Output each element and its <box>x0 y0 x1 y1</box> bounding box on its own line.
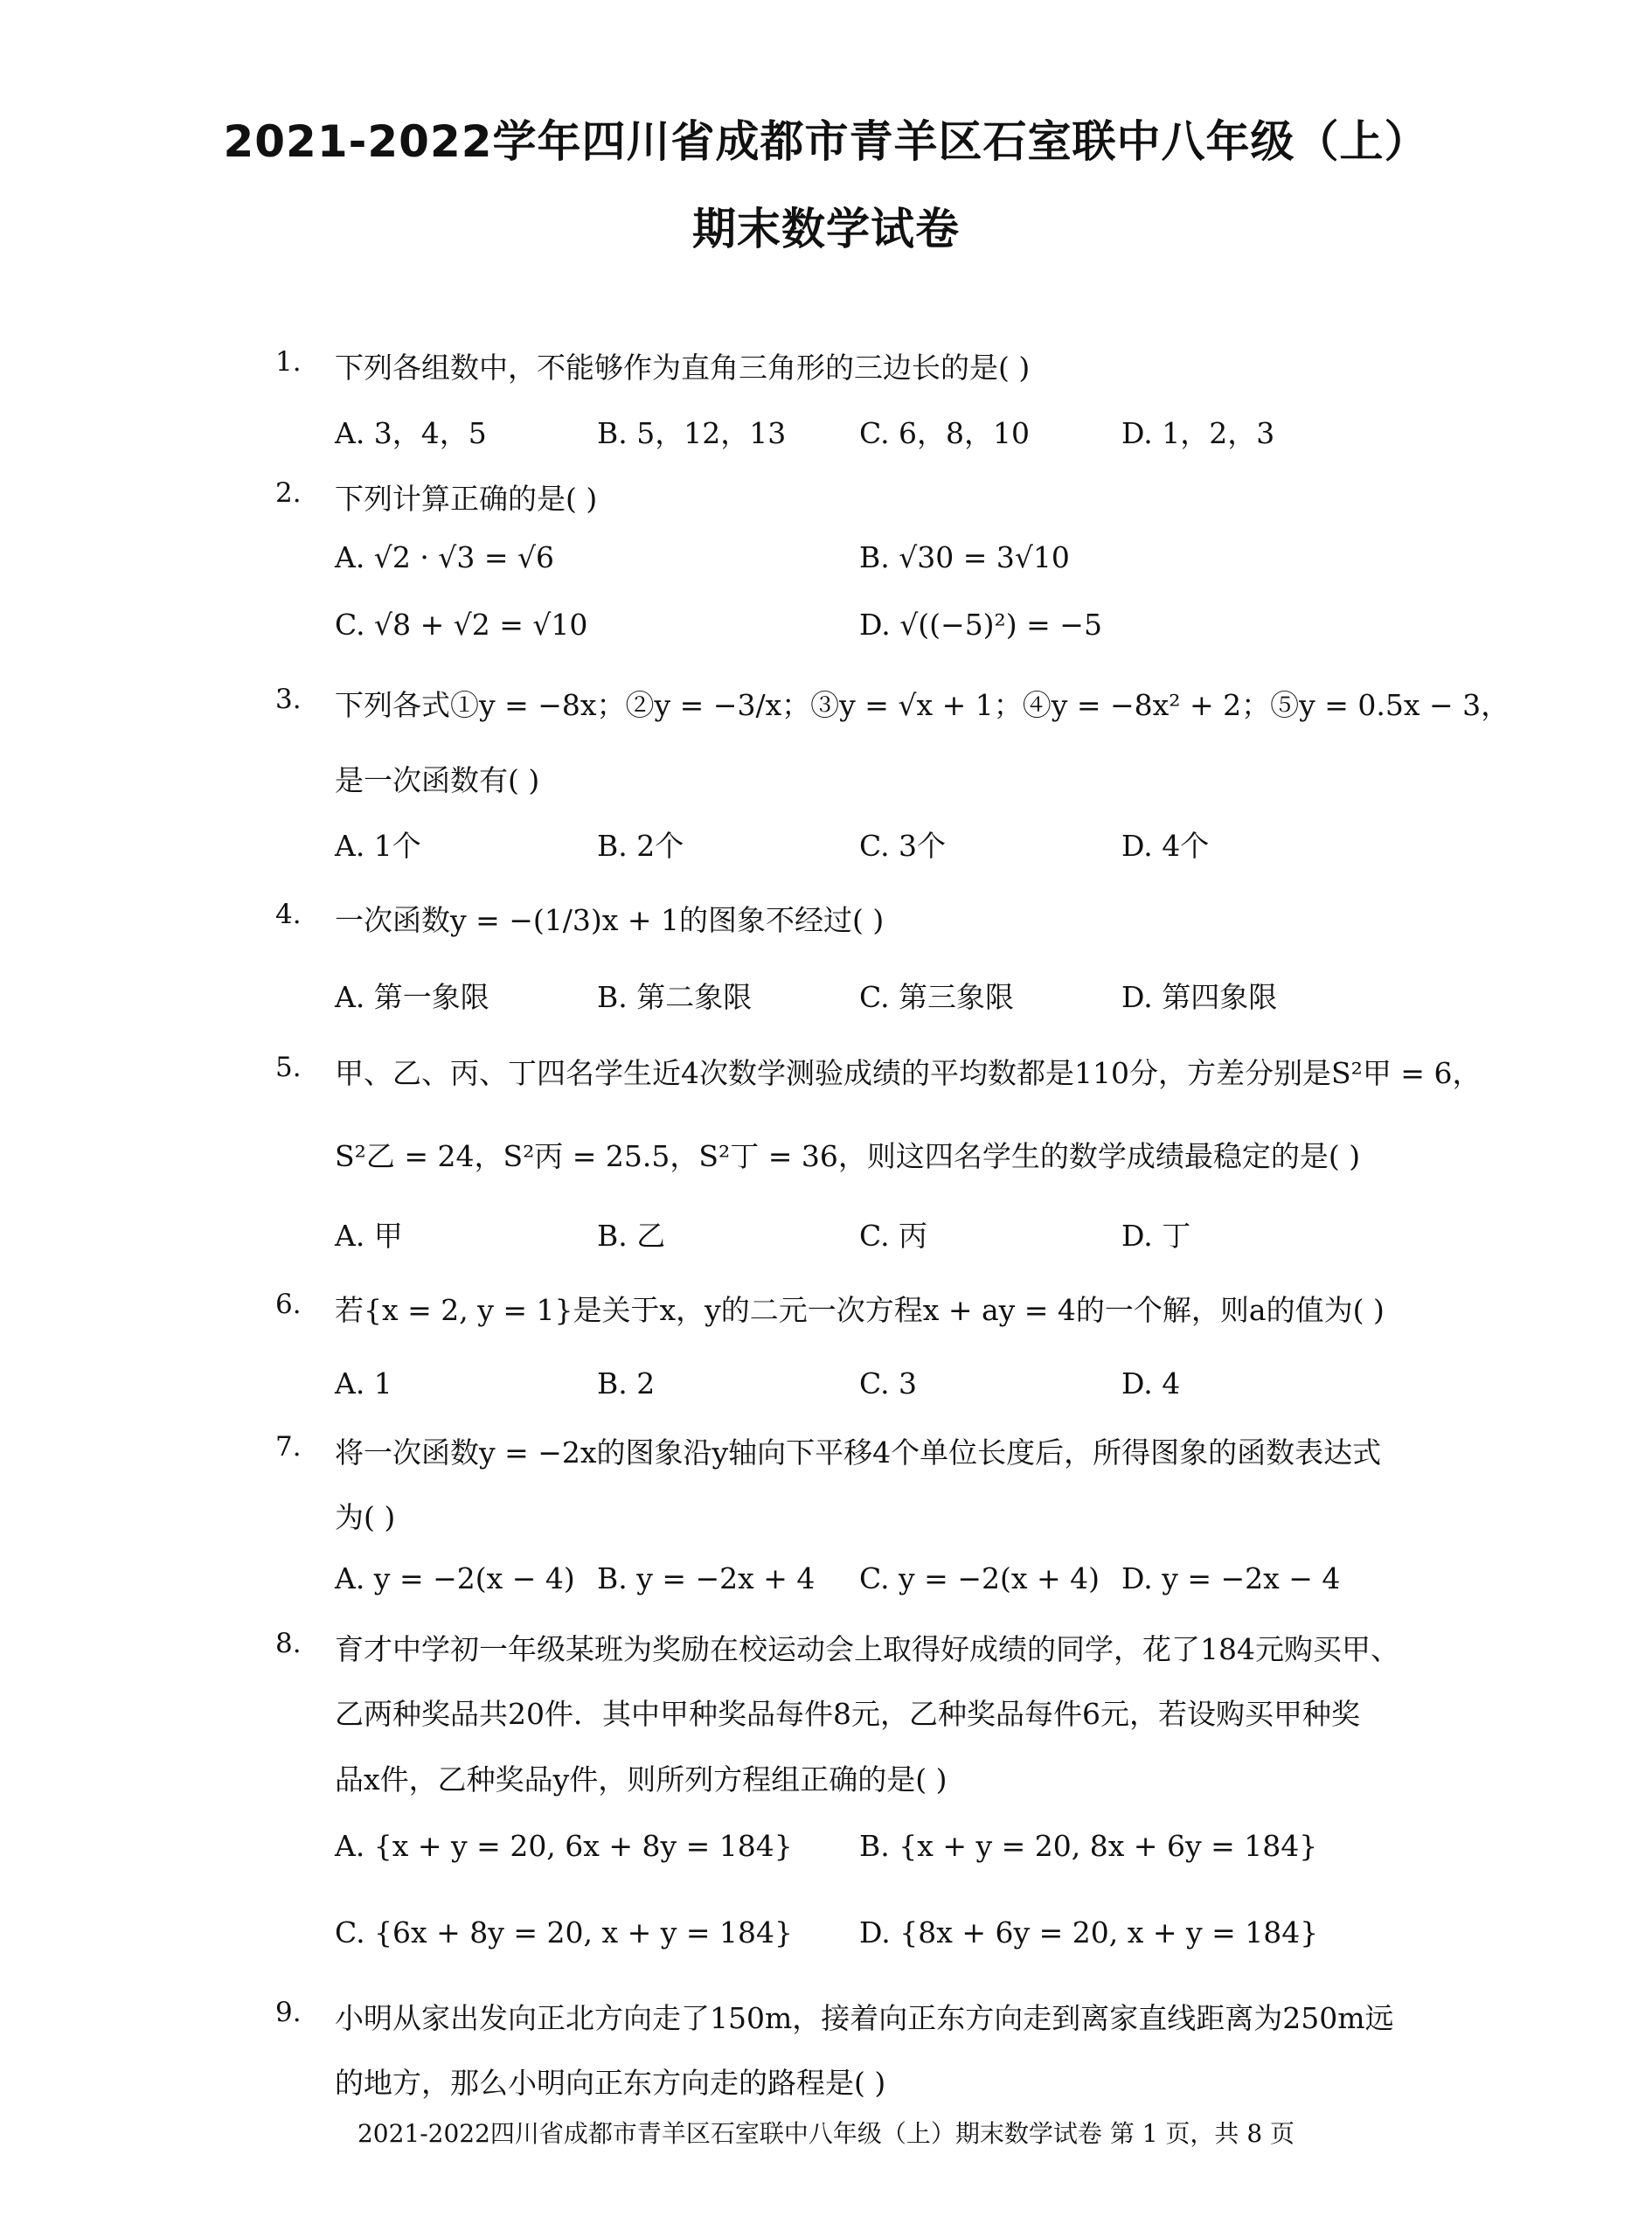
question-3-text-line-1: 下列各式①y = −8x；②y = −3/x；③y = √x + 1；④y = −8x² + 2；⑤y = 0.5x − 3， <box>335 688 1510 722</box>
question-4-option-b: B. 第二象限 <box>597 980 753 1014</box>
question-5-option-c: C. 丙 <box>859 1219 928 1253</box>
page-title: 2021-2022学年四川省成都市青羊区石室联中八年级（上） <box>223 116 1429 167</box>
question-6-option-a: A. 1 <box>335 1366 392 1400</box>
question-7-option-c: C. y = −2(x + 4) <box>859 1561 1100 1595</box>
question-8-number: 8. <box>275 1628 302 1659</box>
question-8-option-c: C. {6x + 8y = 20, x + y = 184} <box>335 1915 794 1950</box>
question-2-option-c: C. √8 + √2 = √10 <box>335 608 588 642</box>
question-9-text-line-1: 小明从家出发向正北方向走了150m，接着向正东方向走到离家直线距离为250m远 <box>335 2001 1394 2035</box>
question-1-option-c: C. 6，8，10 <box>859 416 1031 450</box>
question-2-option-a: A. √2 · √3 = √6 <box>335 540 554 574</box>
question-6-option-b: B. 2 <box>597 1366 656 1400</box>
question-7-number: 7. <box>275 1431 302 1463</box>
question-6-option-c: C. 3 <box>859 1366 918 1400</box>
question-5-option-d: D. 丁 <box>1121 1219 1191 1253</box>
question-7-option-a: A. y = −2(x − 4) <box>335 1561 575 1595</box>
question-8-option-a: A. {x + y = 20, 6x + 8y = 184} <box>335 1829 793 1863</box>
question-2-number: 2. <box>275 477 302 509</box>
question-4-option-d: D. 第四象限 <box>1121 980 1278 1014</box>
question-1-number: 1. <box>275 346 302 378</box>
question-5-option-b: B. 乙 <box>597 1219 666 1253</box>
question-3-option-a: A. 1个 <box>335 829 421 863</box>
question-3-option-b: B. 2个 <box>597 829 684 863</box>
question-4-number: 4. <box>275 899 302 930</box>
question-9-number: 9. <box>275 1997 302 2028</box>
question-4-text: 一次函数y = −(1/3)x + 1的图象不经过( ) <box>335 903 885 937</box>
question-2-option-b: B. √30 = 3√10 <box>859 540 1070 574</box>
question-8-option-d: D. {8x + 6y = 20, x + y = 184} <box>859 1915 1319 1950</box>
page-subtitle: 期末数学试卷 <box>692 204 960 254</box>
question-1-text: 下列各组数中，不能够作为直角三角形的三边长的是( ) <box>335 351 1031 385</box>
question-8-text-line-3: 品x件，乙种奖品y件，则所列方程组正确的是( ) <box>335 1762 947 1797</box>
question-3-number: 3. <box>275 684 302 715</box>
question-6-option-d: D. 4 <box>1121 1366 1181 1400</box>
question-3-option-c: C. 3个 <box>859 829 947 863</box>
question-6-text: 若{x = 2, y = 1}是关于x，y的二元一次方程x + ay = 4的一个解，则a的值为( ) <box>335 1293 1385 1327</box>
question-2-option-d: D. √((−5)²) = −5 <box>859 608 1102 642</box>
question-6-number: 6. <box>275 1289 302 1320</box>
question-7-text-line-2: 为( ) <box>335 1500 396 1534</box>
question-4-option-a: A. 第一象限 <box>335 980 489 1014</box>
question-5-text-line-2: S²乙 = 24，S²丙 = 25.5，S²丁 = 36，则这四名学生的数学成绩最稳定的是( ) <box>335 1139 1361 1173</box>
question-8-text-line-2: 乙两种奖品共20件．其中甲种奖品每件8元，乙种奖品每件6元，若设购买甲种奖 <box>335 1697 1360 1731</box>
question-7-option-b: B. y = −2x + 4 <box>597 1561 816 1595</box>
question-3-option-d: D. 4个 <box>1121 829 1210 863</box>
page-footer: 2021-2022四川省成都市青羊区石室联中八年级（上）期末数学试卷 第 1 页，共 8 页 <box>357 2119 1295 2148</box>
question-1-option-a: A. 3，4，5 <box>335 416 487 450</box>
question-8-option-b: B. {x + y = 20, 8x + 6y = 184} <box>859 1829 1318 1863</box>
question-7-option-d: D. y = −2x − 4 <box>1121 1561 1341 1595</box>
question-8-text-line-1: 育才中学初一年级某班为奖励在校运动会上取得好成绩的同学，花了184元购买甲、 <box>335 1632 1399 1666</box>
question-3-text-line-2: 是一次函数有( ) <box>335 763 540 797</box>
question-5-number: 5. <box>275 1052 302 1083</box>
question-5-text-line-1: 甲、乙、丙、丁四名学生近4次数学测验成绩的平均数都是110分，方差分别是S²甲 = 6， <box>335 1056 1482 1090</box>
question-1-option-d: D. 1，2，3 <box>1121 416 1275 450</box>
question-7-text-line-1: 将一次函数y = −2x的图象沿y轴向下平移4个单位长度后，所得图象的函数表达式 <box>335 1435 1382 1470</box>
question-1-option-b: B. 5，12，13 <box>597 416 787 450</box>
question-2-text: 下列计算正确的是( ) <box>335 482 598 516</box>
question-9-text-line-2: 的地方，那么小明向正东方向走的路程是( ) <box>335 2066 886 2100</box>
question-4-option-c: C. 第三象限 <box>859 980 1015 1014</box>
question-5-option-a: A. 甲 <box>335 1219 403 1253</box>
